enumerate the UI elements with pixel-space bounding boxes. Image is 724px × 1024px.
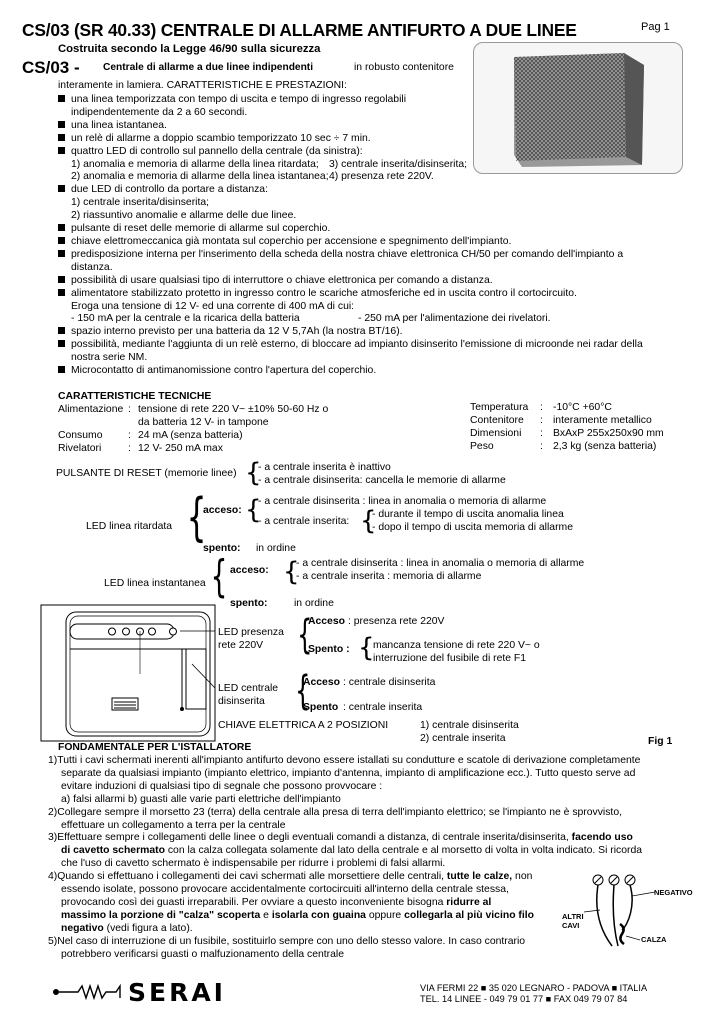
chiave-label: CHIAVE ELETTRICA A 2 POSIZIONI xyxy=(218,720,389,731)
list-item: Microcontatto di antimanomissione contro l'apertura del coperchio. xyxy=(58,365,678,378)
pres-acceso: Acceso xyxy=(308,616,345,627)
note-line: negativo (vedi figura a lato). xyxy=(61,922,193,934)
list-item-cont: 1) anomalia e memoria di allarme della linea ritardata; 3) centrale inserita/disinserita; xyxy=(71,158,468,170)
rit-line: - a centrale disinserita : linea in anomalia o memoria di allarme xyxy=(258,496,547,507)
figure-label: Fig 1 xyxy=(648,736,673,747)
fig-label-negativo: NEGATIVO xyxy=(654,888,693,897)
brace: { xyxy=(360,506,377,536)
note-line: 1)Tutti i cavi schermati inerenti all'impianto antifurto devono essere istallati su condutture e scatole di derivazione completamente xyxy=(48,755,641,766)
page-number: Pag 1 xyxy=(641,21,670,33)
brand-logo: SERAI xyxy=(128,978,226,1007)
spec-colon: : xyxy=(128,430,131,441)
note-line: 2)Collegare sempre il morsetto 23 (terra) della centrale alla presa di terra dell'impianto elettrico; se l'impianto ne è sprovvisto, xyxy=(48,806,622,818)
list-item: possibilità, mediante l'aggiunta di un relè esterno, di bloccare ad impianto disinserito l'emissione di microonde nei radar della xyxy=(58,339,678,352)
spec-key: Alimentazione xyxy=(58,404,124,415)
fig-label-cavi: CAVI xyxy=(562,921,580,930)
footer-address: VIA FERMI 22 ■ 35 020 LEGNARO - PADOVA ■ ITALIA xyxy=(420,983,648,993)
reset-line: - a centrale inserita è inattivo xyxy=(258,462,391,473)
model-description-rest: in robusto contenitore xyxy=(354,62,454,73)
list-item-cont: distanza. xyxy=(71,261,113,273)
list-item: chiave elettromeccanica già montata sul coperchio per accensione e spegnimento dell'impianto. xyxy=(58,236,678,249)
note-line: potrebbero verificarsi guasti o malfuzionamento della centrale xyxy=(61,948,345,960)
list-item-cont: 2) riassuntivo anomalie e allarme delle due linee. xyxy=(71,210,297,222)
list-item: quattro LED di controllo sul pannello della centrale (da sinistra): xyxy=(58,146,678,159)
list-item-cont: indipendentemente da 2 a 60 secondi. xyxy=(71,106,248,118)
ist-line: - a centrale disinserita : linea in anomalia o memoria di allarme xyxy=(296,558,585,569)
pres-spento-text: interruzione del fusibile di rete F1 xyxy=(373,653,527,664)
cable-figure xyxy=(560,870,710,950)
cent-spento-text: : centrale inserita xyxy=(343,702,423,713)
list-item-cont: - 150 mA per la centrale e la ricarica della batteria - 250 mA per l'alimentazione dei rivelatori. xyxy=(71,313,551,325)
note-line: 3)Effettuare sempre i collegamenti delle linee o degli eventuali comandi a distanza, di centrale inserita/disinserita, facendo uso xyxy=(48,832,633,844)
fig-label-altri: ALTRI xyxy=(562,912,584,921)
reset-line: - a centrale disinserita: cancella le memorie di allarme xyxy=(258,475,506,486)
pres-acceso-text: : presenza rete 220V xyxy=(348,616,445,627)
led-centrale-label: disinserita xyxy=(218,696,265,707)
spec-key: Peso xyxy=(470,441,494,452)
list-item: spazio interno previsto per una batteria da 12 V 5,7Ah (la nostra BT/16). xyxy=(58,326,678,339)
spec-colon: : xyxy=(540,402,543,413)
led-presenza-label: rete 220V xyxy=(218,640,264,651)
list-item: una linea temporizzata con tempo di uscita e tempo di ingresso regolabili xyxy=(58,94,678,107)
list-item: predisposizione interna per l'inserimento della scheda della nostra chiave elettronica CH/50 per comando dell'impianto a xyxy=(58,249,678,262)
spec-value: da batteria 12 V- in tampone xyxy=(138,417,269,428)
brace: { xyxy=(297,612,313,658)
note-line: 4)Quando si effettuano i collegamenti dei cavi schermati alle morsettiere delle centrali, tutte le calze, non xyxy=(48,871,533,883)
led-instantanea-label: LED linea instantanea xyxy=(104,578,206,589)
note-line: separate da qualsiasi impianto (impianto elettrico, impianto d'antenna, impianto di amplificazione ecc.). Tutto questo serve ad xyxy=(61,767,636,779)
spec-value: BxAxP 255x250x90 mm xyxy=(553,428,664,439)
spec-key: Temperatura xyxy=(470,402,529,413)
state-acceso: acceso: xyxy=(230,565,269,576)
note-line: 5)Nel caso di interruzione di un fusibile, sostituirlo sempre con uno dello stesso valore. In caso contrario xyxy=(48,935,526,947)
footer-contacts: TEL. 14 LINEE - 049 79 01 77 ■ FAX 049 79 07 84 xyxy=(420,994,628,1004)
spec-colon: : xyxy=(540,415,543,426)
note-line: effettuare un collegamento a terra per la centrale xyxy=(61,819,286,831)
spec-value: tensione di rete 220 V~ ±10% 50-60 Hz o xyxy=(138,404,329,415)
installer-heading: FONDAMENTALE PER L'ISTALLATORE xyxy=(58,742,252,753)
panel-drawing xyxy=(40,604,216,742)
note-line: essendo isolate, possono provocare accidentalmente cortocircuiti all'interno della centrale stessa, xyxy=(61,884,509,896)
note-line: a) falsi allarmi b) guasti alle varie parti elettriche dell'impianto xyxy=(61,793,341,805)
led-ritardata-label: LED linea ritardata xyxy=(86,521,173,532)
state-spento: spento: xyxy=(203,543,241,554)
note-line: evitare induzioni di qualsiasi tipo di segnale che possono provvocare : xyxy=(61,780,383,792)
spec-value: -10°C +60°C xyxy=(553,402,612,413)
cent-spento: Spento xyxy=(303,702,339,713)
ist-line: - a centrale inserita : memoria di allarme xyxy=(296,571,482,582)
chiave-pos: 2) centrale inserita xyxy=(420,733,506,744)
pres-spento-text: mancanza tensione di rete 220 V~ o xyxy=(373,640,540,651)
spec-key: Rivelatori xyxy=(58,443,102,454)
rit-line: - durante il tempo di uscita anomalia linea xyxy=(372,509,564,520)
brace: { xyxy=(245,495,262,525)
list-item-cont: nostra serie NM. xyxy=(71,352,148,364)
spec-value: 24 mA (senza batteria) xyxy=(138,430,243,441)
chiave-pos: 1) centrale disinserita xyxy=(420,720,519,731)
in-ordine: in ordine xyxy=(256,543,296,554)
brace: { xyxy=(283,557,300,587)
page-title: CS/03 (SR 40.33) CENTRALE DI ALLARME ANTIFURTO A DUE LINEE xyxy=(22,20,577,40)
list-item: pulsante di reset delle memorie di allarme sul coperchio. xyxy=(58,223,678,236)
list-item-cont: 1) centrale inserita/disinserita; xyxy=(71,197,210,209)
model-description: Centrale di allarme a due linee indipendenti xyxy=(103,62,314,73)
spec-key: Consumo xyxy=(58,430,103,441)
list-item-cont: 2) anomalia e memoria di allarme della linea istantanea;4) presenza rete 220V. xyxy=(71,171,434,183)
features-list xyxy=(58,94,678,378)
spec-colon: : xyxy=(540,428,543,439)
led-presenza-label: LED presenza xyxy=(218,627,284,638)
cent-acceso-text: : centrale disinserita xyxy=(343,677,436,688)
note-line: provocando così dei guasti irreparabili. Per ovviare a questo inconveniente bisogna ridurre al xyxy=(61,896,492,908)
spec-colon: : xyxy=(128,404,131,415)
spec-colon: : xyxy=(128,443,131,454)
brace: { xyxy=(295,668,311,714)
list-item: alimentatore stabilizzato protetto in ingresso contro le scariche atmosferiche ed in uscita contro il cortocircuito. xyxy=(58,288,678,301)
led-centrale-label: LED centrale xyxy=(218,683,279,694)
intro-line: interamente in lamiera. CARATTERISTICHE E PRESTAZIONI: xyxy=(58,80,347,91)
pres-spento: Spento : xyxy=(308,644,350,655)
list-item: un relè di allarme a doppio scambio temporizzato 10 sec ÷ 7 min. xyxy=(58,133,678,146)
brace: { xyxy=(358,633,375,663)
brace: { xyxy=(245,458,262,488)
spec-value: 12 V- 250 mA max xyxy=(138,443,223,454)
list-item-cont: Eroga una tensione di 12 V- ed una corrente di 400 mA di cui: xyxy=(71,300,355,312)
note-line: di cavetto schermato con la calza collegata solamente dal lato della centrale e al morsetto di volta in volta indicato. Si ricorda xyxy=(61,845,643,857)
state-acceso: acceso: xyxy=(203,505,242,516)
in-ordine: in ordine xyxy=(294,598,334,609)
note-line: che l'uso di cavetto schermato è indispensabile per ridurre i problemi di falsi allarmi. xyxy=(61,858,446,870)
logo-signal-graphic xyxy=(50,982,130,1002)
brace: { xyxy=(210,551,228,602)
spec-key: Contenitore xyxy=(470,415,524,426)
spec-value: 2,3 kg (senza batteria) xyxy=(553,441,657,452)
spec-value: interamente metallico xyxy=(553,415,652,426)
rit-line: - dopo il tempo di uscita memoria di allarme xyxy=(372,522,573,533)
list-item: due LED di controllo da portare a distanza: xyxy=(58,184,678,197)
reset-label: PULSANTE DI RESET (memorie linee) xyxy=(56,468,237,479)
note-line: massimo la porzione di "calza" scoperta e isolarla con guaina oppure collegarla al più vicino filo xyxy=(61,909,535,921)
spec-key: Dimensioni xyxy=(470,428,522,439)
rit-line: - a centrale inserita: xyxy=(258,516,350,527)
law-subtitle: Costruita secondo la Legge 46/90 sulla sicurezza xyxy=(58,43,321,55)
tech-heading: CARATTERISTICHE TECNICHE xyxy=(58,391,212,402)
cent-acceso: Acceso xyxy=(303,677,340,688)
spec-colon: : xyxy=(540,441,543,452)
list-item: una linea istantanea. xyxy=(58,120,678,133)
list-item: possibilità di usare qualsiasi tipo di interruttore o chiave elettronica per comando a distanza. xyxy=(58,275,678,288)
state-spento: spento: xyxy=(230,598,268,609)
fig-label-calza: CALZA xyxy=(641,935,667,944)
model-code: CS/03 - xyxy=(22,58,80,77)
brace: { xyxy=(186,488,207,548)
